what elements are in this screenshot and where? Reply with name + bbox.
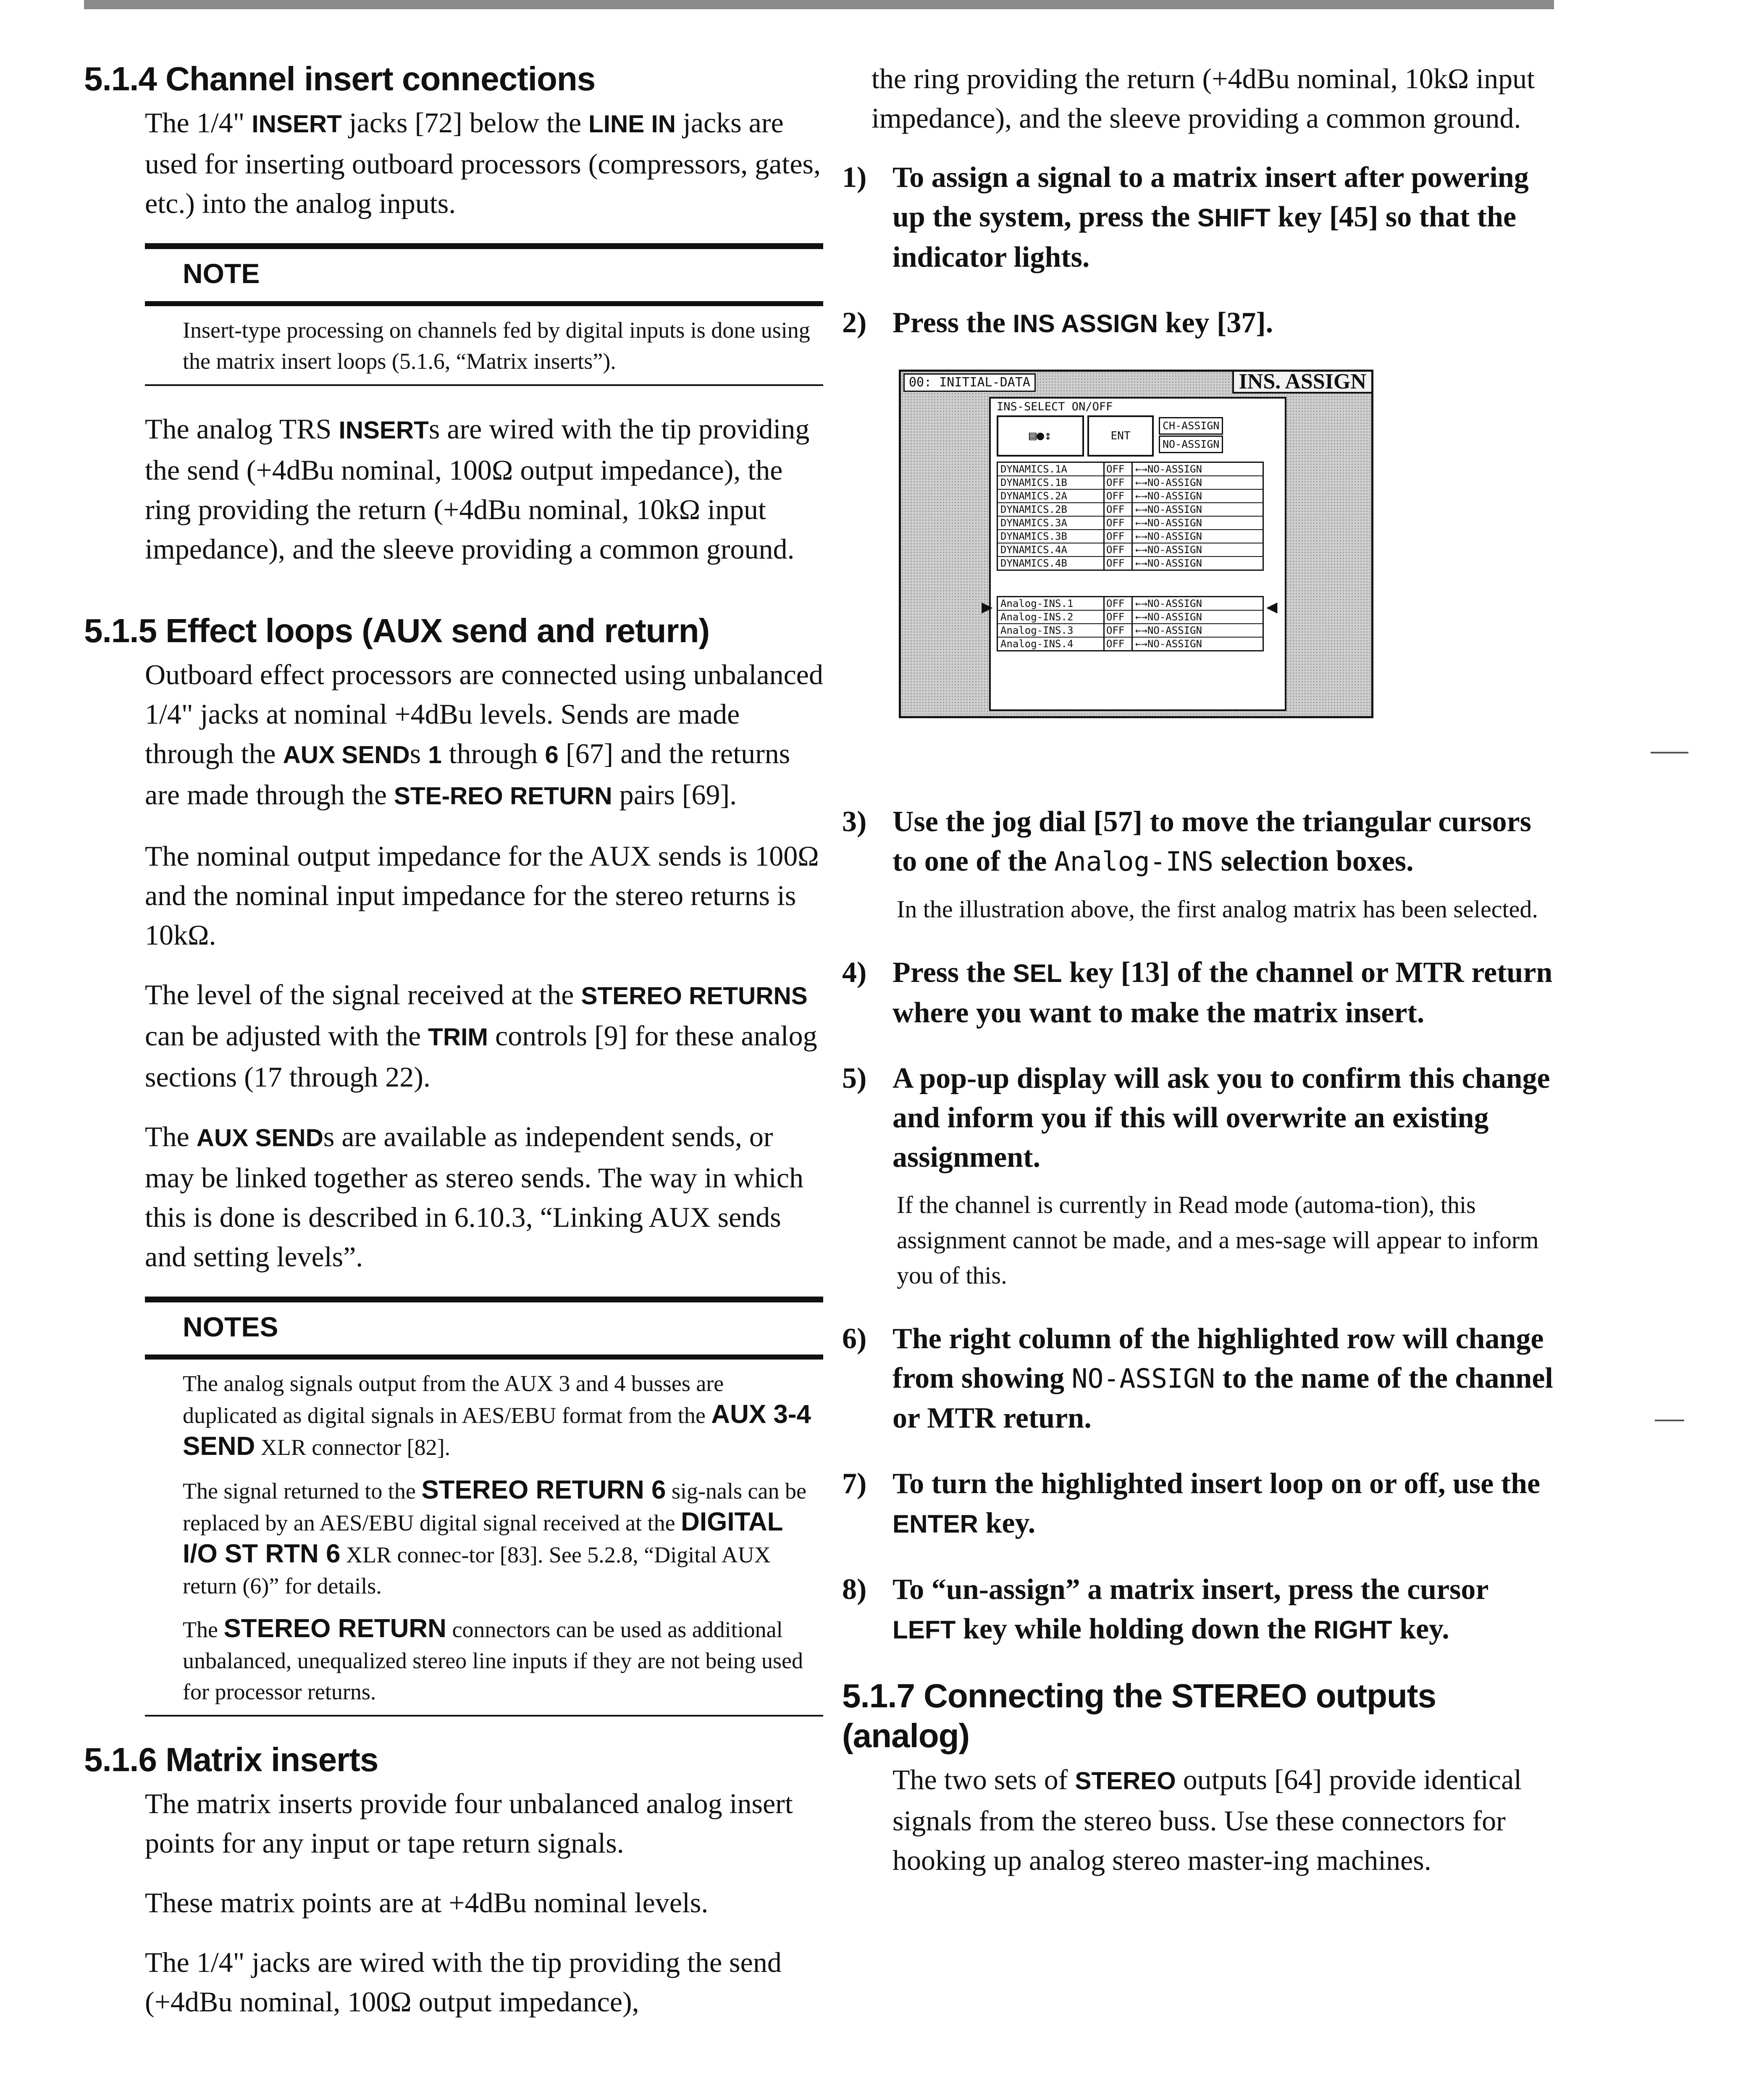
row-assign: ←→NO-ASSIGN [1135,463,1202,475]
screen-list-row[interactable] [998,597,1263,611]
note-item-2: The signal returned to the STEREO RETURN 6 sig-nals can be replaced by an AES/EBU digital signal received at the DIGITAL I/O ST RTN 6 XLR connec-tor [83]. See 5.2.8, “Digital AUX return (6)” for details. [183,1475,806,1599]
screen-list-row[interactable] [998,638,1263,650]
row-state: OFF [1105,557,1133,570]
margin-scan-mark [1655,1420,1684,1421]
step-7: 7) To turn the highlighted insert loop on or off, use the ENTER key. [842,1467,1541,1539]
left-column [84,59,823,2042]
dynamics-list [997,462,1264,571]
notes-box [145,1297,823,1717]
row-assign: ←→NO-ASSIGN [1135,530,1202,542]
sec517-para-1: The two sets of STEREO outputs [64] provide identical signals from the stereo buss. Use these connectors for hooking up analog stereo master-ing machines. [892,1764,1522,1876]
screen-title: INS. ASSIGN [1232,372,1371,394]
screen-list-row[interactable] [998,490,1263,503]
row-assign: ←→NO-ASSIGN [1135,504,1202,515]
step-8: 8) To “un-assign” a matrix insert, press the cursor LEFT key while holding down the RIGHT key. [842,1573,1488,1645]
row-state: OFF [1105,597,1133,610]
row-state: OFF [1105,517,1133,529]
row-name: DYNAMICS.3B [998,530,1105,543]
note-item-1: The analog signals output from the AUX 3 and 4 busses are duplicated as digital signals in AES/EBU format from the AUX 3-4 SEND XLR connector [82]. [183,1371,811,1461]
row-state: OFF [1105,476,1133,489]
sec515-para-1: Outboard effect processors are connected using unbalanced 1/4" jacks at nominal +4dBu levels. Sends are made through the AUX SENDs 1 through 6 [67] and the returns are made through the STE-REO RETURN pairs [69]. [145,659,823,811]
top-scan-bar [84,0,1554,9]
row-assign: ←→NO-ASSIGN [1135,625,1202,636]
right-column [842,59,1556,1900]
section-5-1-5-title: 5.1.5 Effect loops (AUX send and return) [84,612,710,649]
row-assign: ←→NO-ASSIGN [1135,638,1202,650]
enter-key-icon: ENT [1087,415,1154,457]
screen-list-row[interactable] [998,543,1263,557]
section-5-1-4-title: 5.1.4 Channel insert connections [84,60,596,97]
row-assign: ←→NO-ASSIGN [1135,477,1202,488]
step-3: 3) Use the jog dial [57] to move the triangular cursors to one of the Analog-INS selection boxes. In the illustration above, the first analog matrix has been selected. [842,806,1538,923]
cursor-right-triangle: ◀ [1266,596,1278,617]
screen-section-label: INS-SELECT ON/OFF [997,400,1113,413]
row-assign: ←→NO-ASSIGN [1135,557,1202,569]
sec514-para-1: The 1/4" INSERT jacks [72] below the LINE IN jacks are used for inserting outboard processors (compressors, gates, etc.) into the analog inputs. [145,107,821,219]
row-assign: ←→NO-ASSIGN [1135,544,1202,556]
margin-scan-mark [1651,752,1688,753]
screen-option-ch-assign: CH-ASSIGN [1159,417,1223,435]
sec516-para-3: The 1/4" jacks are wired with the tip providing the send (+4dBu nominal, 100Ω output impedance), [145,1946,782,2018]
sec515-para-2: The nominal output impedance for the AUX sends is 100Ω and the nominal input impedance for the stereo returns is 10kΩ. [145,840,819,951]
screen-panel [982,397,1286,711]
step-2: 2) Press the INS ASSIGN key [37]. [842,307,1273,339]
row-state: OFF [1105,530,1133,543]
step-6: 6) The right column of the highlighted row will change from showing NO-ASSIGN to the name of the channel or MTR return. [842,1323,1553,1434]
sec516-para-4: the ring providing the return (+4dBu nominal, 10kΩ input impedance), and the sleeve providing a common ground. [872,63,1535,134]
analog-ins-list [997,596,1264,651]
row-assign: ←→NO-ASSIGN [1135,611,1202,623]
note-text: Insert-type processing on channels fed by digital inputs is done using the matrix insert loops (5.1.6, “Matrix inserts”). [145,306,823,386]
row-state: OFF [1105,490,1133,502]
row-state: OFF [1105,624,1133,637]
note-heading: NOTE [145,249,823,306]
row-name: DYNAMICS.4A [998,543,1105,556]
row-name: DYNAMICS.1A [998,463,1105,475]
ins-assign-screen [899,370,1373,718]
screen-option-no-assign: NO-ASSIGN [1159,436,1223,453]
sec516-para-1: The matrix inserts provide four unbalanced analog insert points for any input or tape return signals. [145,1788,793,1859]
row-name: Analog-INS.3 [998,624,1105,637]
row-assign: ←→NO-ASSIGN [1135,517,1202,529]
row-state: OFF [1105,638,1133,650]
sec514-para-2: The analog TRS INSERTs are wired with the tip providing the send (+4dBu nominal, 100Ω output impedance), the ring providing the return (+4dBu nominal, 10kΩ input impedance), and the sleeve providing a common ground. [145,413,810,565]
step-4: 4) Press the SEL key [13] of the channel or MTR return where you want to make the matrix insert. [842,956,1553,1029]
row-state: OFF [1105,463,1133,475]
step-1: 1) To assign a signal to a matrix insert after powering up the system, press the SHIFT key [45] so that the indicator lights. [842,161,1529,273]
screen-list-row[interactable] [998,557,1263,570]
row-assign: ←→NO-ASSIGN [1135,490,1202,502]
select-arrows-icon: ▤●↕ [997,415,1084,457]
screen-list-row[interactable] [998,503,1263,517]
row-assign: ←→NO-ASSIGN [1135,598,1202,609]
screen-list-row[interactable] [998,624,1263,638]
screen-list-row[interactable] [998,611,1263,624]
row-name: DYNAMICS.1B [998,476,1105,489]
screen-list-row[interactable] [998,517,1263,530]
section-5-1-7-title: 5.1.7 Connecting the STEREO outputs (analog) [842,1677,1436,1754]
row-name: DYNAMICS.4B [998,557,1105,570]
row-name: Analog-INS.4 [998,638,1105,650]
notes-heading: NOTES [145,1302,823,1360]
notes-text [145,1360,823,1717]
step-5: 5) A pop-up display will ask you to confirm this change and inform you if this will overwrite an existing assignment. If the channel is currently in Read mode (automa-tion), this assignment cannot be made, and a mes-sage will appear to inform you of this. [842,1062,1550,1289]
cursor-left-triangle: ▶ [982,596,993,617]
row-name: DYNAMICS.2A [998,490,1105,502]
row-name: Analog-INS.1 [998,597,1105,610]
row-name: Analog-INS.2 [998,611,1105,623]
note-item-3: The STEREO RETURN connectors can be used as additional unbalanced, unequalized stereo line inputs if they are not being used for processor returns. [183,1614,803,1704]
row-name: DYNAMICS.3A [998,517,1105,529]
screen-list-row[interactable] [998,463,1263,476]
note-box [145,243,823,386]
row-state: OFF [1105,503,1133,516]
screen-scene-tag: 00: INITIAL-DATA [903,373,1036,392]
row-name: DYNAMICS.2B [998,503,1105,516]
screen-list-row[interactable] [998,476,1263,490]
sec515-para-4: The AUX SENDs are available as independent sends, or may be linked together as stereo sends. The way in which this is done is described in 6.10.3, “Linking AUX sends and setting levels”. [145,1121,803,1273]
screen-list-row[interactable] [998,530,1263,543]
row-state: OFF [1105,611,1133,623]
sec516-para-2: These matrix points are at +4dBu nominal levels. [145,1887,709,1919]
sec515-para-3: The level of the signal received at the STEREO RETURNS can be adjusted with the TRIM controls [9] for these analog sections (17 through 22). [145,979,817,1093]
section-5-1-6-title: 5.1.6 Matrix inserts [84,1741,378,1778]
row-state: OFF [1105,543,1133,556]
